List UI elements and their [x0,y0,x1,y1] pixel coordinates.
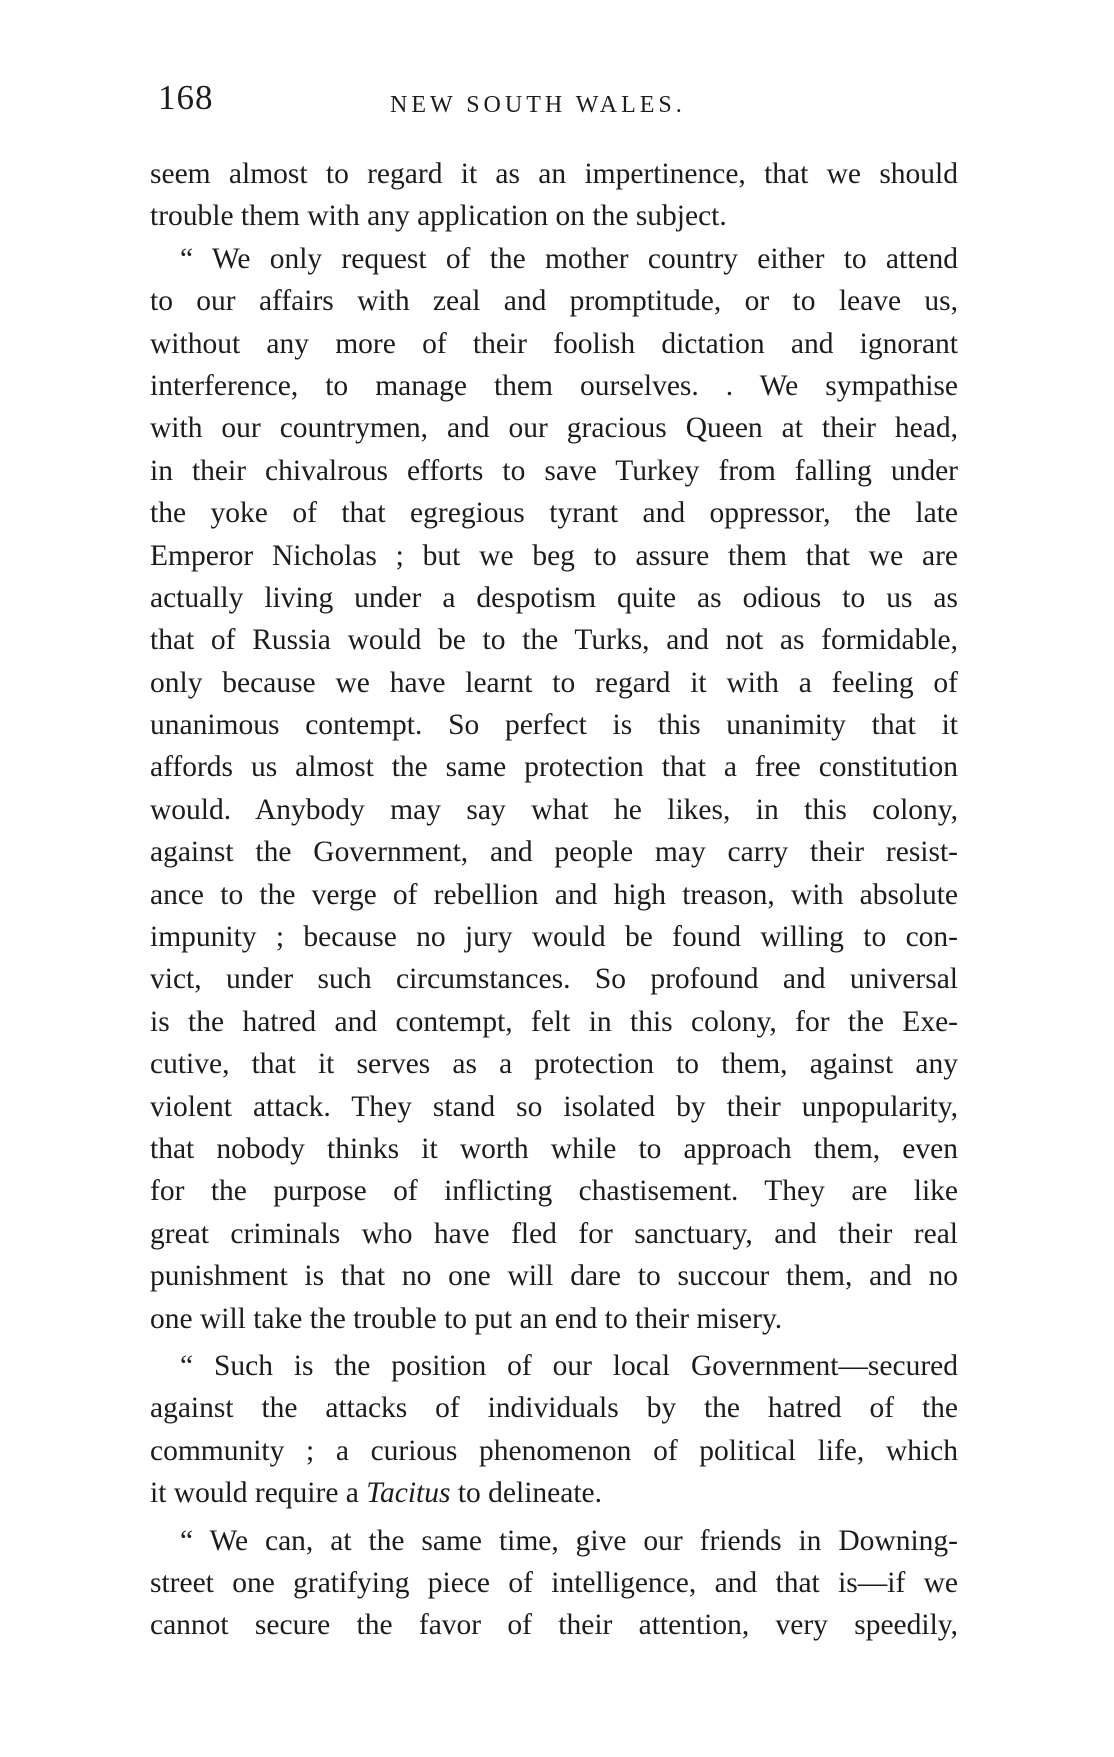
running-head: NEW SOUTH WALES. [390,92,686,118]
text-line: punishment is that no one will dare to succour them, and no [150,1260,958,1293]
text-line: the yoke of that egregious tyrant and oppressor, the late [150,497,958,530]
text-line: with our countrymen, and our gracious Queen at their head, [150,412,958,445]
text-line: trouble them with any application on the subject. [150,200,727,233]
text-line [150,1472,958,1514]
text-line: is the hatred and contempt, felt in this colony, for the Exe- [150,1005,958,1038]
text-line: “ We can, at the same time, give our friends in Downing- [180,1524,958,1557]
text-line: that of Russia would be to the Turks, and not as formidable, [150,624,958,657]
text-run: to delineate. [450,1477,602,1510]
body-text [150,153,958,1647]
text-line: impunity ; because no jury would be found willing to con- [150,921,958,954]
italic-name: Tacitus [366,1477,451,1510]
page-header [150,78,958,128]
text-line: against the attacks of individuals by the hatred of the [150,1392,958,1425]
paragraph [150,153,958,238]
text-line: in their chivalrous efforts to save Turkey from falling under [150,454,958,487]
text-line: “ Such is the position of our local Government—secured [180,1349,958,1382]
paragraph [150,1520,958,1647]
text-line: for the purpose of inflicting chastisement. They are like [150,1175,958,1208]
text-line: violent attack. They stand so isolated by their unpopularity, [150,1090,958,1123]
text-line: unanimous contempt. So perfect is this unanimity that it [150,709,958,742]
page-number: 168 [158,78,214,117]
text-line: Emperor Nicholas ; but we beg to assure them that we are [150,539,958,572]
text-line: cannot secure the favor of their attention, very speedily, [150,1609,958,1642]
text-line: great criminals who have fled for sanctuary, and their real [150,1217,958,1250]
text-line: “ We only request of the mother country either to attend [180,242,958,275]
text-line: would. Anybody may say what he likes, in this colony, [150,793,958,826]
text-line: cutive, that it serves as a protection to them, against any [150,1048,958,1081]
text-line: actually living under a despotism quite as odious to us as [150,581,958,614]
text-line: community ; a curious phenomenon of political life, which [150,1434,958,1467]
text-line: affords us almost the same protection that a free constitution [150,751,958,784]
text-line: one will take the trouble to put an end to their misery. [150,1302,783,1335]
text-line: ance to the verge of rebellion and high treason, with absolute [150,878,958,911]
text-line: seem almost to regard it as an impertinence, that we should [150,158,958,190]
text-line: that nobody thinks it worth while to approach them, even [150,1132,958,1165]
text-line: vict, under such circumstances. So profound and universal [150,963,958,996]
text-line: against the Government, and people may carry their resist- [150,836,958,869]
text-line: only because we have learnt to regard it with a feeling of [150,666,958,699]
text-run: it would require a [150,1477,367,1510]
text-line: without any more of their foolish dictation and ignorant [150,327,958,360]
paragraph [150,1345,958,1515]
text-line: street one gratifying piece of intelligence, and that is—if we [150,1566,958,1599]
text-line: to our affairs with zeal and promptitude, or to leave us, [150,285,958,318]
paragraph [150,238,958,1340]
text-line: interference, to manage them ourselves. . We sympathise [150,369,958,402]
